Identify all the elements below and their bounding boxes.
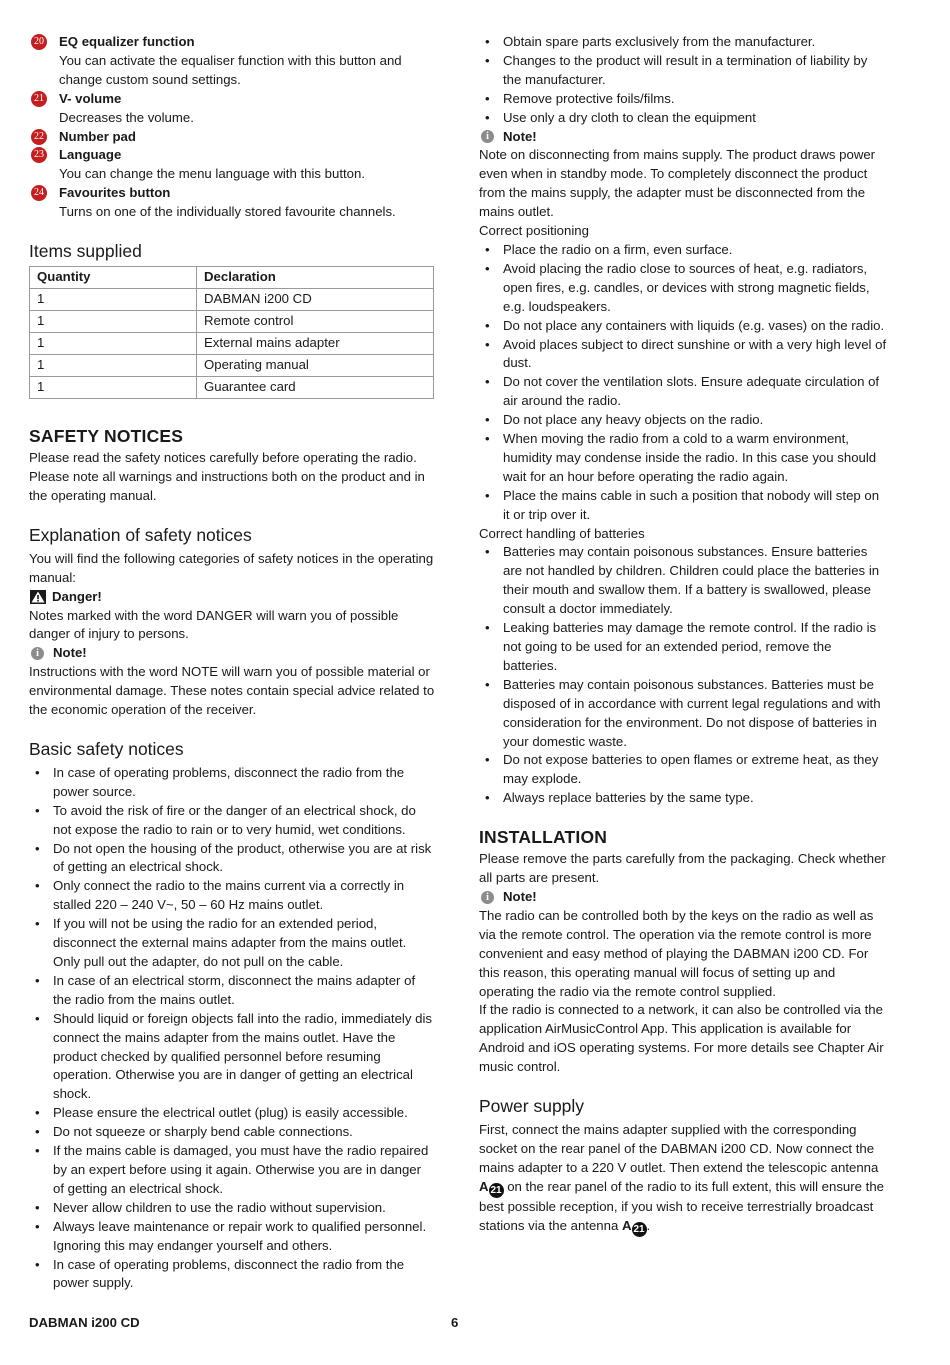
item-title: Number pad [59, 128, 136, 144]
page-number: 6 [451, 1315, 459, 1330]
info-icon: i [481, 130, 494, 143]
numbered-list [29, 33, 435, 222]
list-item: • In case of operating problems, disconnect the radio from the power supply. [29, 1256, 435, 1294]
installation-intro: Please remove the parts carefully from the packaging. Check whether all parts are present. [479, 851, 886, 886]
quantity-cell: 1 [30, 289, 197, 311]
positioning-heading: Correct positioning [479, 223, 589, 239]
installation-heading: INSTALLATION [479, 827, 608, 848]
number-badge: 20 [31, 34, 47, 50]
item-text: You can change the menu language with this button. [59, 166, 365, 182]
items-supplied-table [29, 266, 434, 399]
list-item: • When moving the radio from a cold to a warm environment, humidity may condense inside the radio. In this case you should wait for an hour before operating the radio again. [479, 430, 889, 487]
table-row [30, 311, 434, 333]
note-label: Note! [53, 645, 87, 661]
list-item: • Only connect the radio to the mains current via a correctly in stalled 220 – 240 V~, 50 – 60 Hz mains outlet. [29, 877, 435, 915]
declaration-cell: Remote control [197, 311, 434, 333]
info-icon: i [481, 891, 494, 904]
declaration-cell: DABMAN i200 CD [197, 289, 434, 311]
item-text: You can activate the equaliser function with this button and change custom sound settings. [59, 52, 402, 87]
declaration-cell: Operating manual [197, 355, 434, 377]
number-badge: 21 [31, 91, 47, 107]
numbered-item [29, 128, 435, 147]
power-text-a: First, connect the mains adapter supplied with the corresponding socket on the rear panel of the DABMAN i200 CD. Now connect the mains adapter to a 220 V outlet. Then extend the telescopic antenna [479, 1122, 879, 1175]
positioning-list [479, 241, 889, 525]
note-text: Note on disconnecting from mains supply. The product draws power even when in standby mode. To completely disconnect the product from the mains supply, the adapter must be disconnected from the mains outlet. [479, 147, 876, 220]
list-item: • Batteries may contain poisonous substances. Batteries must be disposed of in accordance with current legal regulations and with consideration for the environment. Do not dispose of batteries in your domestic waste. [479, 676, 889, 752]
list-item: • Do not place any containers with liquids (e.g. vases) on the radio. [479, 317, 889, 336]
antenna-letter: A [479, 1178, 489, 1194]
basic-safety-heading: Basic safety notices [29, 738, 184, 759]
installation-app-text: If the radio is connected to a network, it can also be controlled via the application AirMusicControl App. This application is available for Android and iOS operating systems. For more details see Chapter Air music control. [479, 1002, 884, 1075]
batteries-heading: Correct handling of batteries [479, 525, 645, 541]
item-text: Decreases the volume. [59, 109, 194, 125]
list-item: • In case of operating problems, disconnect the radio from the power source. [29, 764, 435, 802]
maintenance-list [479, 33, 889, 128]
danger-label: Danger! [52, 588, 102, 604]
list-item: • Remove protective foils/films. [479, 90, 889, 109]
numbered-item [29, 33, 435, 90]
list-item: • Please ensure the electrical outlet (plug) is easily accessible. [29, 1104, 435, 1123]
safety-intro: Please read the safety notices carefully before operating the radio. Please note all warnings and instructions both on the product and in the operating manual. [29, 450, 425, 503]
list-item: • Do not cover the ventilation slots. Ensure adequate circulation of air around the radio. [479, 373, 889, 411]
list-item: • Avoid placing the radio close to sources of heat, e.g. radiators, open fires, e.g. candles, or devices with strong magnetic fields, e.g. loudspeakers. [479, 260, 889, 317]
antenna-letter: A [621, 1217, 632, 1233]
list-item: • Place the radio on a firm, even surface. [479, 241, 889, 260]
column-header-quantity: Quantity [30, 267, 197, 289]
power-supply-text [479, 1121, 889, 1237]
note-label: Note! [503, 128, 537, 144]
table-header-row [30, 267, 434, 289]
list-item: • In case of an electrical storm, disconnect the mains adapter of the radio from the mains outlet. [29, 972, 435, 1010]
note-header [479, 888, 889, 907]
number-badge: 22 [31, 129, 47, 145]
power-text-c: . [646, 1217, 651, 1233]
item-text: Turns on one of the individually stored favourite channels. [59, 204, 396, 220]
note-header [29, 644, 435, 663]
list-item: • Never allow children to use the radio without supervision. [29, 1199, 435, 1218]
right-column [479, 33, 889, 1237]
table-row [30, 333, 434, 355]
quantity-cell: 1 [30, 377, 197, 399]
list-item: • Changes to the product will result in a termination of liability by the manufacturer. [479, 52, 889, 90]
items-supplied-heading: Items supplied [29, 241, 142, 262]
note-text: Instructions with the word NOTE will warn you of possible material or environmental damage. These notes contain special advice related to the economic operation of the receiver. [29, 664, 435, 718]
list-item: • Use only a dry cloth to clean the equipment [479, 109, 889, 128]
list-item: • Always replace batteries by the same type. [479, 789, 889, 808]
numbered-item [29, 90, 435, 128]
numbered-item [29, 146, 435, 184]
info-icon: i [31, 647, 44, 660]
list-item: • Obtain spare parts exclusively from the manufacturer. [479, 33, 889, 52]
list-item: • Do not squeeze or sharply bend cable connections. [29, 1123, 435, 1142]
table-row [30, 355, 434, 377]
list-item: • Do not open the housing of the product, otherwise you are at risk of getting an electrical shock. [29, 840, 435, 878]
quantity-cell: 1 [30, 333, 197, 355]
quantity-cell: 1 [30, 355, 197, 377]
quantity-cell: 1 [30, 311, 197, 333]
danger-header [29, 588, 435, 607]
explanation-heading: Explanation of safety notices [29, 524, 252, 545]
number-badge: 24 [31, 185, 47, 201]
declaration-cell: Guarantee card [197, 377, 434, 399]
safety-notices-heading: SAFETY NOTICES [29, 426, 184, 447]
numbered-item [29, 184, 435, 222]
list-item: • Leaking batteries may damage the remote control. If the radio is not going to be used for an extended period, remove the batteries. [479, 619, 889, 676]
installation-note-text: The radio can be controlled both by the keys on the radio as well as via the remote control. The operation via the remote control is more convenient and easy method of playing the DABMAN i200 CD. For this reason, this operating manual will focus of setting up and operating the radio via the remote control supplied. [479, 907, 874, 999]
footer-product-title: DABMAN i200 CD [29, 1315, 140, 1330]
item-title: Language [59, 147, 122, 163]
danger-text: Notes marked with the word DANGER will warn you of possible danger of injury to persons. [29, 607, 399, 642]
warning-triangle-icon [30, 590, 46, 604]
antenna-number-badge: 21 [633, 1223, 645, 1235]
power-supply-heading: Power supply [479, 1096, 585, 1117]
list-item: • Batteries may contain poisonous substances. Ensure batteries are not handled by children. Children could place the batteries in their mouth and swallow them. If a battery is swallowed, please consult a doctor immediately. [479, 543, 889, 619]
list-item: • Avoid places subject to direct sunshine or with a very high level of dust. [479, 336, 889, 374]
table-row [30, 377, 434, 399]
list-item: • Place the mains cable in such a position that nobody will step on it or trip over it. [479, 487, 889, 525]
basic-safety-list [29, 764, 435, 1293]
column-header-declaration: Declaration [197, 267, 434, 289]
power-text-b: on the rear panel of the radio to its full extent, this will ensure the best possible reception, if you wish to receive terrestrially broadcast stations via the antenna [479, 1178, 884, 1233]
list-item: • If the mains cable is damaged, you must have the radio repaired by an expert before using it again. Otherwise you are in danger of getting an electrical shock. [29, 1142, 435, 1199]
table-row [30, 289, 434, 311]
note-header [479, 128, 889, 147]
antenna-number-badge: 21 [490, 1184, 502, 1196]
declaration-cell: External mains adapter [197, 333, 434, 355]
list-item: • Should liquid or foreign objects fall into the radio, immediately dis connect the mains adapter from the mains outlet. Have the product checked by qualified personnel before resuming operation. Otherwise you are in danger of getting an electrical shock. [29, 1010, 435, 1105]
list-item: • To avoid the risk of fire or the danger of an electrical shock, do not expose the radio to rain or to very humid, wet conditions. [29, 802, 435, 840]
number-badge: 23 [31, 147, 47, 163]
item-title: V- volume [59, 90, 122, 106]
item-title: EQ equalizer function [59, 34, 195, 49]
item-title: Favourites button [59, 185, 171, 201]
explanation-intro: You will find the following categories of safety notices in the operating manual: [29, 550, 434, 585]
list-item: • Do not place any heavy objects on the radio. [479, 411, 889, 430]
list-item: • Do not expose batteries to open flames or extreme heat, as they may explode. [479, 751, 889, 789]
list-item: • Always leave maintenance or repair work to qualified personnel. Ignoring this may endanger yourself and others. [29, 1218, 435, 1256]
left-column [29, 33, 435, 1293]
note-label: Note! [503, 888, 537, 904]
list-item: • If you will not be using the radio for an extended period, disconnect the external mains adapter from the mains outlet. Only pull out the adapter, do not pull on the cable. [29, 915, 435, 972]
batteries-list [479, 543, 889, 808]
